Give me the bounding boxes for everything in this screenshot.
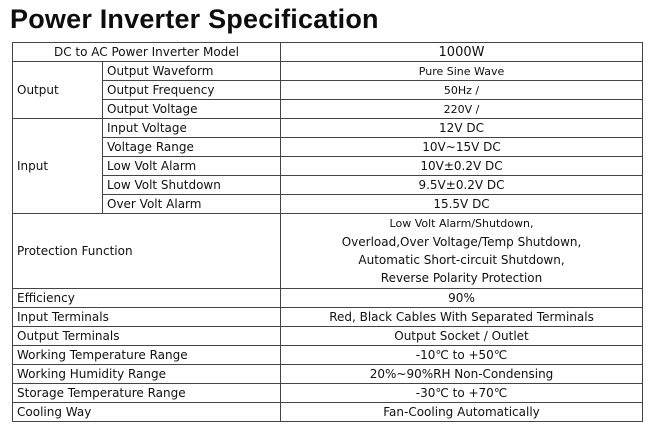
- table-row: [13, 138, 643, 157]
- group-label-input: Input: [13, 119, 103, 214]
- spec-label: Input Terminals: [13, 308, 281, 327]
- table-row: [13, 62, 643, 81]
- protection-line: Low Volt Alarm/Shutdown,: [389, 217, 534, 230]
- table-row: [13, 327, 643, 346]
- spec-label: Efficiency: [13, 289, 281, 308]
- spec-label: Output Terminals: [13, 327, 281, 346]
- protection-label: Protection Function: [13, 214, 281, 289]
- table-row: [13, 289, 643, 308]
- table-row: [13, 157, 643, 176]
- spec-value: 10V~15V DC: [281, 138, 643, 157]
- table-row-model: [13, 43, 643, 62]
- group-label-output: Output: [13, 62, 103, 119]
- spec-label: Output Frequency: [103, 81, 281, 100]
- protection-line: Reverse Polarity Protection: [380, 271, 543, 285]
- spec-label: Cooling Way: [13, 403, 281, 422]
- spec-value: 12V DC: [281, 119, 643, 138]
- table-row: [13, 81, 643, 100]
- spec-value: 10V±0.2V DC: [281, 157, 643, 176]
- table-row: [13, 308, 643, 327]
- spec-value: -30℃ to +70℃: [281, 384, 643, 403]
- spec-value: 90%: [281, 289, 643, 308]
- table-row: [13, 403, 643, 422]
- table-row: [13, 100, 643, 119]
- spec-value: 9.5V±0.2V DC: [281, 176, 643, 195]
- spec-value: -10℃ to +50℃: [281, 346, 643, 365]
- spec-label: Working Temperature Range: [13, 346, 281, 365]
- spec-value: Pure Sine Wave: [281, 62, 643, 81]
- protection-value: [281, 214, 643, 289]
- spec-label: Storage Temperature Range: [13, 384, 281, 403]
- spec-value: 220V /: [281, 100, 643, 119]
- model-label: DC to AC Power Inverter Model: [13, 43, 281, 62]
- spec-label: Output Waveform: [103, 62, 281, 81]
- spec-label: Voltage Range: [103, 138, 281, 157]
- table-row: [13, 346, 643, 365]
- spec-value: Red, Black Cables With Separated Terminals: [281, 308, 643, 327]
- spec-label: Output Voltage: [103, 100, 281, 119]
- page-title: Power Inverter Specification: [10, 4, 379, 34]
- model-value: 1000W: [281, 43, 643, 62]
- table-row: [13, 176, 643, 195]
- spec-value: 20%~90%RH Non-Condensing: [281, 365, 643, 384]
- table-row: [13, 119, 643, 138]
- spec-label: Working Humidity Range: [13, 365, 281, 384]
- spec-label: Low Volt Shutdown: [103, 176, 281, 195]
- table-row: [13, 384, 643, 403]
- table-row: [13, 365, 643, 384]
- table-row: [13, 195, 643, 214]
- spec-label: Input Voltage: [103, 119, 281, 138]
- table-row-protection: [13, 214, 643, 289]
- spec-value: Output Socket / Outlet: [281, 327, 643, 346]
- protection-line: Automatic Short-circuit Shutdown,: [358, 253, 565, 267]
- spec-label: Over Volt Alarm: [103, 195, 281, 214]
- spec-value: Fan-Cooling Automatically: [281, 403, 643, 422]
- protection-line: Overload,Over Voltage/Temp Shutdown,: [341, 235, 582, 249]
- spec-label: Low Volt Alarm: [103, 157, 281, 176]
- spec-value: 15.5V DC: [281, 195, 643, 214]
- spec-table: [12, 42, 643, 422]
- spec-value: 50Hz /: [281, 81, 643, 100]
